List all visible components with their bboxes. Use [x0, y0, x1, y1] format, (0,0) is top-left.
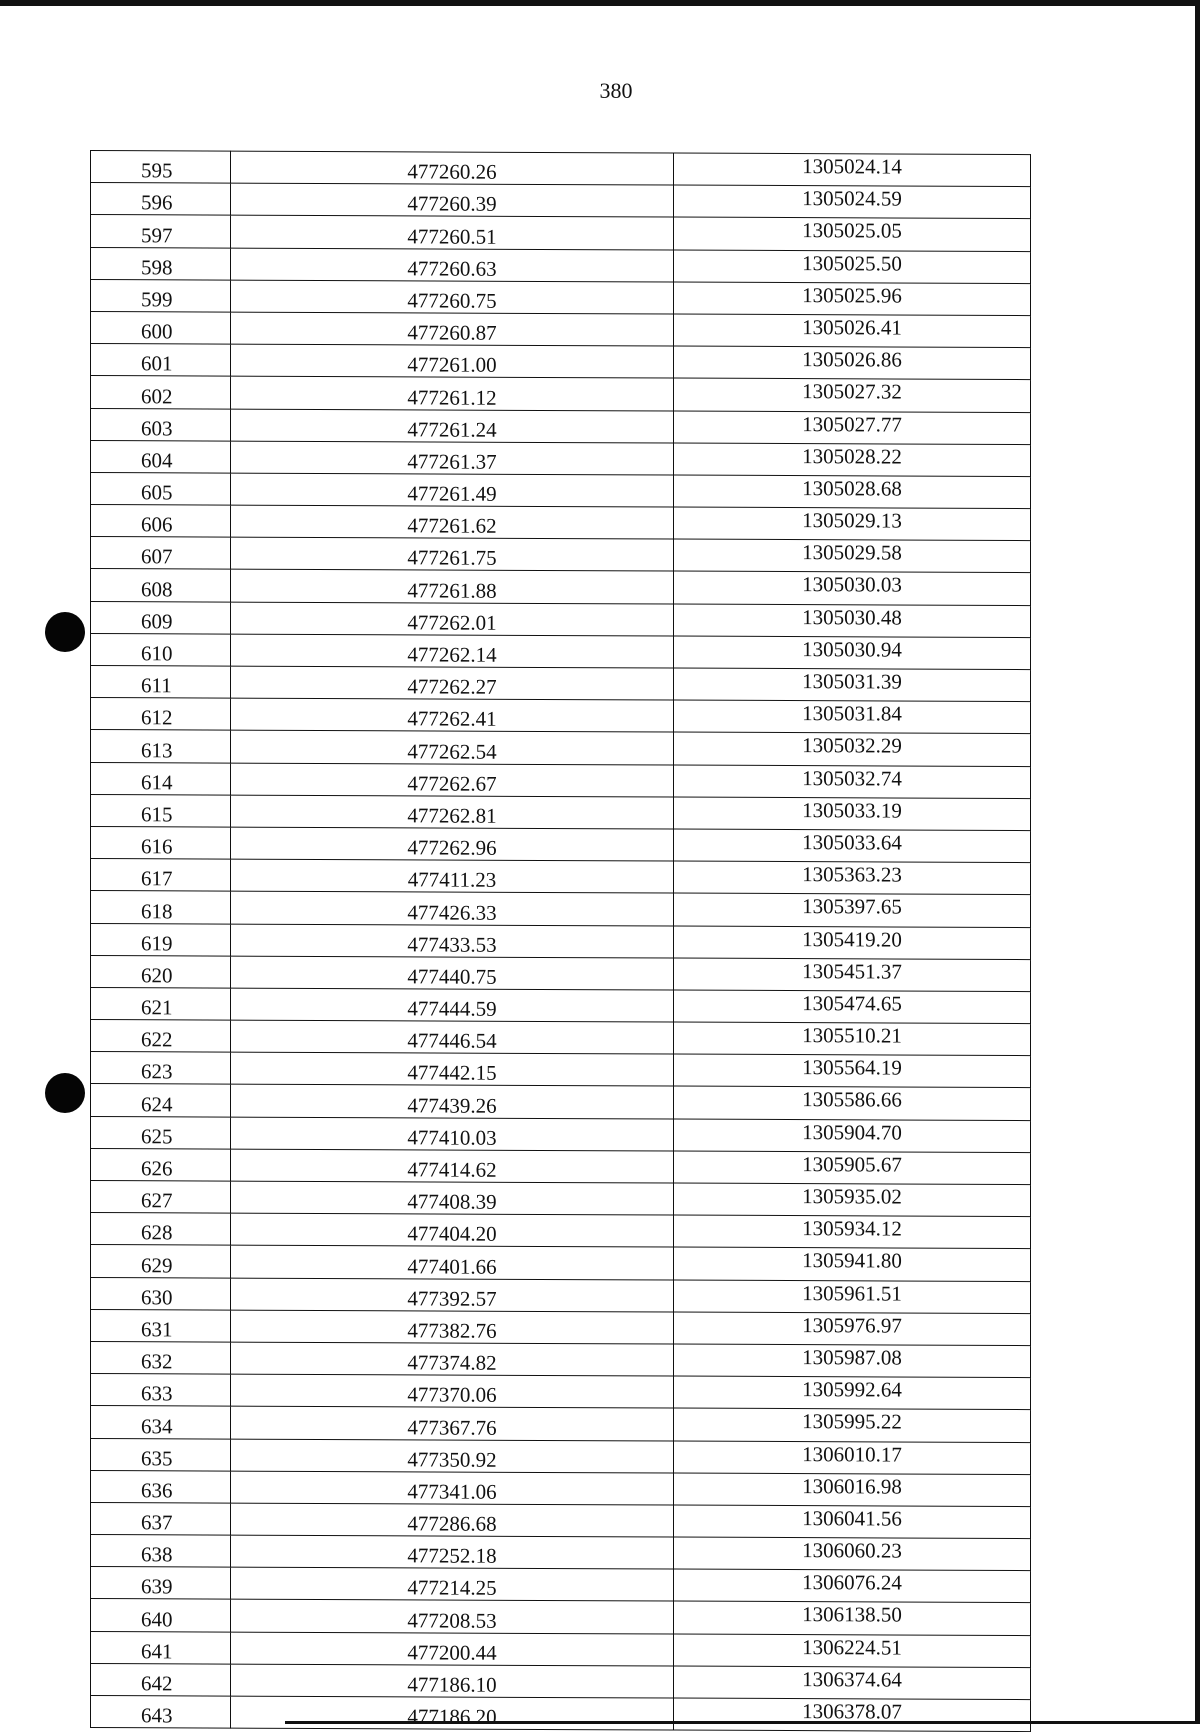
- point-id-cell: 618: [91, 891, 231, 924]
- table-row: [91, 183, 1031, 219]
- easting-cell: 477261.88: [231, 570, 674, 604]
- easting-cell: 477444.59: [231, 988, 674, 1022]
- easting-cell: 477200.44: [231, 1632, 674, 1666]
- table-row: [91, 1020, 1031, 1056]
- page-number: 380: [599, 78, 633, 103]
- point-id-cell: 629: [91, 1245, 231, 1278]
- table-row: [91, 1470, 1031, 1506]
- point-id-cell: 631: [91, 1309, 231, 1342]
- easting-cell: 477392.57: [231, 1278, 674, 1312]
- table-row: [91, 1406, 1031, 1442]
- table-row: [91, 537, 1031, 573]
- easting-cell: 477261.12: [231, 376, 674, 410]
- easting-cell: 477410.03: [231, 1117, 674, 1151]
- easting-cell: 477260.75: [231, 280, 674, 314]
- easting-cell: 477260.63: [231, 248, 674, 282]
- northing-cell: 1305029.58: [674, 539, 1031, 573]
- northing-cell: 1306138.50: [674, 1601, 1031, 1635]
- northing-cell: 1305032.29: [674, 732, 1031, 766]
- northing-cell: 1305028.68: [674, 475, 1031, 509]
- northing-cell: 1305030.03: [674, 571, 1031, 605]
- easting-cell: 477433.53: [231, 924, 674, 958]
- table-row: [91, 859, 1031, 895]
- northing-cell: 1305419.20: [674, 926, 1031, 960]
- table-row: [91, 151, 1031, 187]
- northing-cell: 1305976.97: [674, 1312, 1031, 1346]
- northing-cell: 1305033.19: [674, 797, 1031, 831]
- northing-cell: 1305031.39: [674, 668, 1031, 702]
- northing-cell: 1305941.80: [674, 1247, 1031, 1281]
- table-row: [91, 472, 1031, 508]
- northing-cell: 1305024.14: [674, 153, 1031, 187]
- easting-cell: 477260.51: [231, 215, 674, 249]
- table-row: [91, 1535, 1031, 1571]
- northing-cell: 1305030.48: [674, 604, 1031, 638]
- point-id-cell: 608: [91, 569, 231, 602]
- northing-cell: 1305025.96: [674, 282, 1031, 316]
- easting-cell: 477262.54: [231, 730, 674, 764]
- northing-cell: 1306016.98: [674, 1473, 1031, 1507]
- northing-cell: 1306041.56: [674, 1505, 1031, 1539]
- table-row: [91, 1309, 1031, 1345]
- point-id-cell: 615: [91, 794, 231, 827]
- northing-cell: 1305934.12: [674, 1215, 1031, 1249]
- table-row: [91, 1181, 1031, 1217]
- point-id-cell: 595: [91, 151, 231, 184]
- table-row: [91, 923, 1031, 959]
- easting-cell: 477261.75: [231, 537, 674, 571]
- point-id-cell: 620: [91, 955, 231, 988]
- table-row: [91, 440, 1031, 476]
- easting-cell: 477350.92: [231, 1439, 674, 1473]
- easting-cell: 477370.06: [231, 1374, 674, 1408]
- easting-cell: 477186.10: [231, 1664, 674, 1698]
- point-id-cell: 609: [91, 601, 231, 634]
- northing-cell: 1305033.64: [674, 829, 1031, 863]
- table-row: [91, 279, 1031, 315]
- easting-cell: 477262.81: [231, 795, 674, 829]
- easting-cell: 477261.00: [231, 344, 674, 378]
- northing-cell: 1305961.51: [674, 1280, 1031, 1314]
- northing-cell: 1305904.70: [674, 1119, 1031, 1153]
- table-row: [91, 666, 1031, 702]
- northing-cell: 1305474.65: [674, 990, 1031, 1024]
- table-row: [91, 1502, 1031, 1538]
- northing-cell: 1305397.65: [674, 893, 1031, 927]
- easting-cell: 477261.49: [231, 473, 674, 507]
- point-id-cell: 607: [91, 537, 231, 570]
- easting-cell: 477262.96: [231, 827, 674, 861]
- northing-cell: 1305451.37: [674, 958, 1031, 992]
- easting-cell: 477341.06: [231, 1471, 674, 1505]
- northing-cell: 1305026.41: [674, 314, 1031, 348]
- easting-cell: 477252.18: [231, 1535, 674, 1569]
- point-id-cell: 610: [91, 633, 231, 666]
- easting-cell: 477411.23: [231, 859, 674, 893]
- point-id-cell: 599: [91, 279, 231, 312]
- table-row: [91, 762, 1031, 798]
- table-row: [91, 794, 1031, 830]
- point-id-cell: 597: [91, 215, 231, 248]
- easting-cell: 477260.87: [231, 312, 674, 346]
- table-row: [91, 1438, 1031, 1474]
- northing-cell: 1306060.23: [674, 1537, 1031, 1571]
- northing-cell: 1305032.74: [674, 765, 1031, 799]
- point-id-cell: 637: [91, 1502, 231, 1535]
- northing-cell: 1305363.23: [674, 861, 1031, 895]
- point-id-cell: 643: [91, 1696, 231, 1729]
- northing-cell: 1306374.64: [674, 1666, 1031, 1700]
- easting-cell: 477401.66: [231, 1245, 674, 1279]
- table-row: [91, 247, 1031, 283]
- point-id-cell: 602: [91, 376, 231, 409]
- point-id-cell: 628: [91, 1213, 231, 1246]
- table-row: [91, 1341, 1031, 1377]
- easting-cell: 477214.25: [231, 1567, 674, 1601]
- point-id-cell: 606: [91, 505, 231, 538]
- point-id-cell: 600: [91, 311, 231, 344]
- table-row: [91, 1696, 1031, 1732]
- table-row: [91, 601, 1031, 637]
- table-row: [91, 730, 1031, 766]
- point-id-cell: 635: [91, 1438, 231, 1471]
- point-id-cell: 638: [91, 1535, 231, 1568]
- easting-cell: 477382.76: [231, 1310, 674, 1344]
- easting-cell: 477374.82: [231, 1342, 674, 1376]
- northing-cell: 1306378.07: [674, 1698, 1031, 1732]
- northing-cell: 1305031.84: [674, 700, 1031, 734]
- table-row: [91, 1599, 1031, 1635]
- point-id-cell: 634: [91, 1406, 231, 1439]
- northing-cell: 1306076.24: [674, 1569, 1031, 1603]
- point-id-cell: 639: [91, 1567, 231, 1600]
- easting-cell: 477426.33: [231, 891, 674, 925]
- table-row: [91, 569, 1031, 605]
- point-id-cell: 622: [91, 1020, 231, 1053]
- northing-cell: 1305026.86: [674, 346, 1031, 380]
- point-id-cell: 598: [91, 247, 231, 280]
- point-id-cell: 617: [91, 859, 231, 892]
- table-row: [91, 505, 1031, 541]
- easting-cell: 477208.53: [231, 1600, 674, 1634]
- northing-cell: 1305027.77: [674, 411, 1031, 445]
- easting-cell: 477262.14: [231, 634, 674, 668]
- northing-cell: 1305987.08: [674, 1344, 1031, 1378]
- easting-cell: 477404.20: [231, 1213, 674, 1247]
- table-row: [91, 1663, 1031, 1699]
- easting-cell: 477260.39: [231, 183, 674, 217]
- table-row: [91, 698, 1031, 734]
- northing-cell: 1305510.21: [674, 1022, 1031, 1056]
- easting-cell: 477440.75: [231, 956, 674, 990]
- point-id-cell: 633: [91, 1374, 231, 1407]
- table-row: [91, 311, 1031, 347]
- point-id-cell: 611: [91, 666, 231, 699]
- coordinates-table: [90, 150, 1031, 1732]
- easting-cell: 477446.54: [231, 1020, 674, 1054]
- table-row: [91, 1052, 1031, 1088]
- coordinates-table-body: [91, 151, 1031, 1732]
- northing-cell: 1305992.64: [674, 1376, 1031, 1410]
- point-id-cell: 626: [91, 1148, 231, 1181]
- table-row: [91, 955, 1031, 991]
- easting-cell: 477439.26: [231, 1085, 674, 1119]
- easting-cell: 477261.24: [231, 409, 674, 443]
- easting-cell: 477442.15: [231, 1052, 674, 1086]
- northing-cell: 1305030.94: [674, 636, 1031, 670]
- table-row: [91, 1084, 1031, 1120]
- point-id-cell: 616: [91, 826, 231, 859]
- point-id-cell: 642: [91, 1663, 231, 1696]
- point-id-cell: 614: [91, 762, 231, 795]
- point-id-cell: 625: [91, 1116, 231, 1149]
- easting-cell: 477262.27: [231, 666, 674, 700]
- table-row: [91, 1631, 1031, 1667]
- punch-hole-top: [45, 612, 85, 652]
- northing-cell: 1305025.50: [674, 250, 1031, 284]
- northing-cell: 1306010.17: [674, 1441, 1031, 1475]
- point-id-cell: 612: [91, 698, 231, 731]
- table-row: [91, 826, 1031, 862]
- easting-cell: 477262.01: [231, 602, 674, 636]
- point-id-cell: 636: [91, 1470, 231, 1503]
- point-id-cell: 605: [91, 472, 231, 505]
- table-row: [91, 1116, 1031, 1152]
- northing-cell: 1305995.22: [674, 1408, 1031, 1442]
- easting-cell: 477262.41: [231, 698, 674, 732]
- northing-cell: 1305027.32: [674, 378, 1031, 412]
- table-row: [91, 633, 1031, 669]
- table-row: [91, 987, 1031, 1023]
- easting-cell: 477261.37: [231, 441, 674, 475]
- point-id-cell: 632: [91, 1341, 231, 1374]
- easting-cell: 477414.62: [231, 1149, 674, 1183]
- point-id-cell: 601: [91, 344, 231, 377]
- table-row: [91, 1567, 1031, 1603]
- point-id-cell: 604: [91, 440, 231, 473]
- point-id-cell: 619: [91, 923, 231, 956]
- northing-cell: 1305564.19: [674, 1054, 1031, 1088]
- easting-cell: 477367.76: [231, 1406, 674, 1440]
- northing-cell: 1305028.22: [674, 443, 1031, 477]
- northing-cell: 1305586.66: [674, 1086, 1031, 1120]
- northing-cell: 1305025.05: [674, 217, 1031, 251]
- table-row: [91, 1245, 1031, 1281]
- point-id-cell: 630: [91, 1277, 231, 1310]
- point-id-cell: 621: [91, 987, 231, 1020]
- point-id-cell: 624: [91, 1084, 231, 1117]
- table-row: [91, 376, 1031, 412]
- northing-cell: 1305029.13: [674, 507, 1031, 541]
- point-id-cell: 596: [91, 183, 231, 216]
- easting-cell: 477186.20: [231, 1696, 674, 1730]
- table-row: [91, 1148, 1031, 1184]
- point-id-cell: 627: [91, 1181, 231, 1214]
- easting-cell: 477408.39: [231, 1181, 674, 1215]
- northing-cell: 1305905.67: [674, 1151, 1031, 1185]
- table-row: [91, 344, 1031, 380]
- table-row: [91, 1277, 1031, 1313]
- table-row: [91, 1374, 1031, 1410]
- table-row: [91, 215, 1031, 251]
- punch-hole-bottom: [45, 1073, 85, 1113]
- table-row: [91, 891, 1031, 927]
- northing-cell: 1305935.02: [674, 1183, 1031, 1217]
- northing-cell: 1306224.51: [674, 1634, 1031, 1668]
- point-id-cell: 640: [91, 1599, 231, 1632]
- easting-cell: 477261.62: [231, 505, 674, 539]
- point-id-cell: 623: [91, 1052, 231, 1085]
- point-id-cell: 603: [91, 408, 231, 441]
- table-row: [91, 408, 1031, 444]
- northing-cell: 1305024.59: [674, 185, 1031, 219]
- point-id-cell: 641: [91, 1631, 231, 1664]
- easting-cell: 477262.67: [231, 763, 674, 797]
- easting-cell: 477260.26: [231, 151, 674, 185]
- point-id-cell: 613: [91, 730, 231, 763]
- table-row: [91, 1213, 1031, 1249]
- easting-cell: 477286.68: [231, 1503, 674, 1537]
